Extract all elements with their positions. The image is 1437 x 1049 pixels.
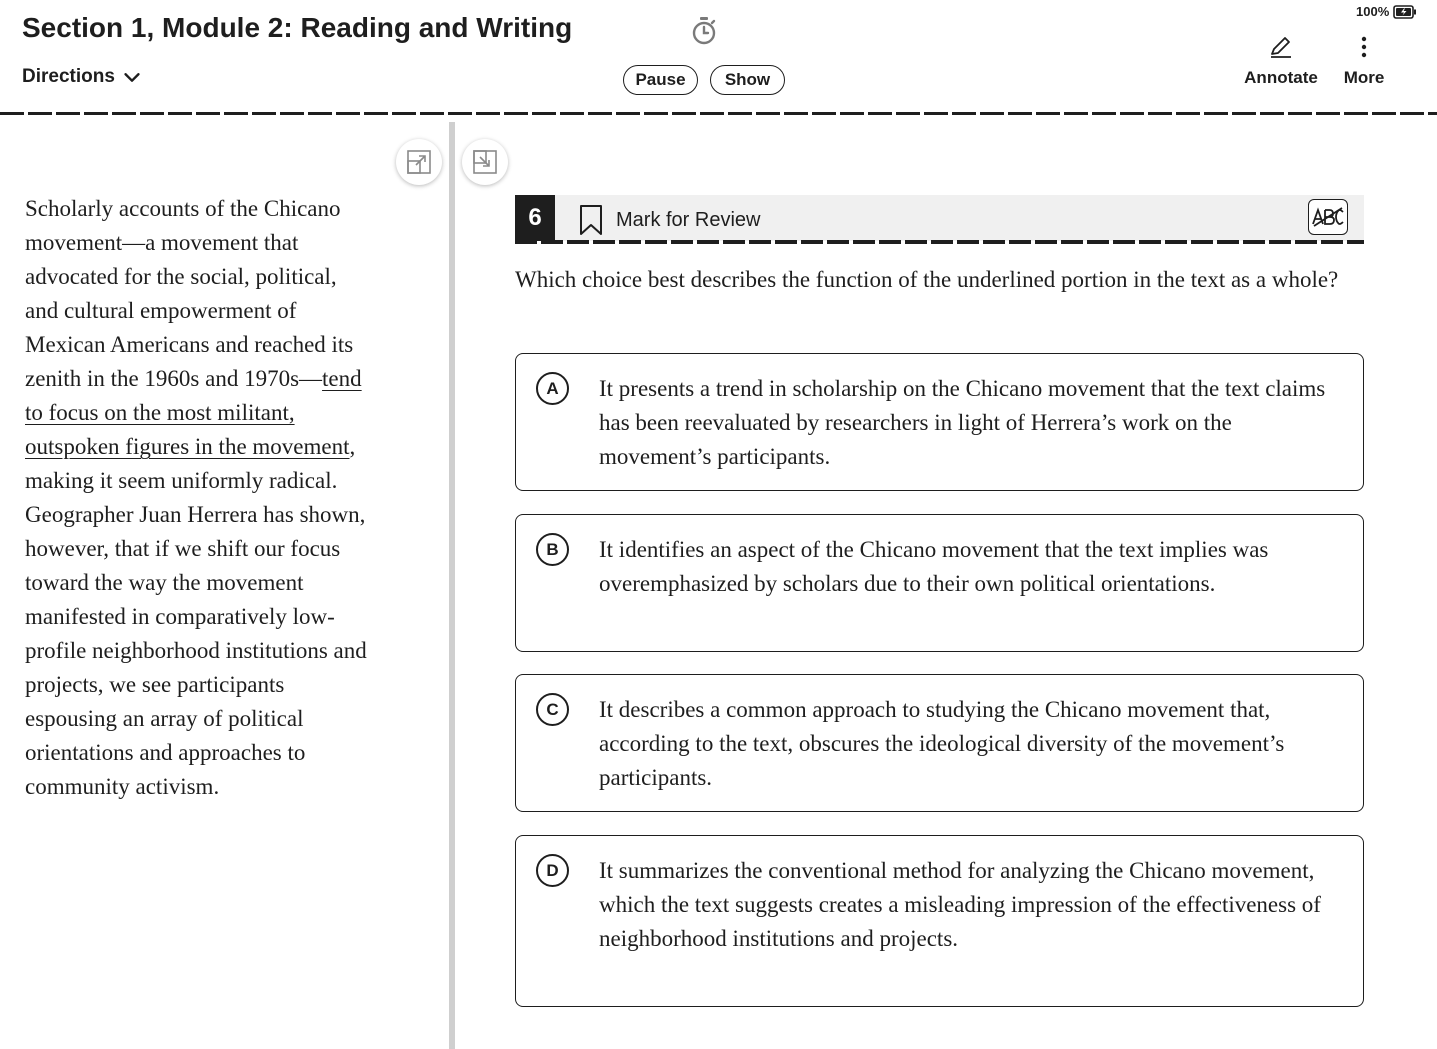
choice-text: It summarizes the conventional method for analyzing the Chicano movement, which the text suggests creates a misleading impression of the effectiveness of neighborhood institutions and projects. xyxy=(599,858,1321,951)
answer-choice-d[interactable] xyxy=(515,835,1364,1007)
question-header-divider xyxy=(515,240,1364,244)
collapse-icon xyxy=(472,149,498,175)
annotate-label: Annotate xyxy=(1244,68,1318,87)
choice-text: It describes a common approach to studying the Chicano movement that, according to the text, obscures the ideological diversity of the movement’s participants. xyxy=(599,697,1285,790)
battery-status xyxy=(1356,4,1417,19)
expand-icon xyxy=(406,149,432,175)
question-prompt: Which choice best describes the function of the underlined portion in the text as a whole? xyxy=(515,267,1339,292)
vertical-dots-icon xyxy=(1351,34,1377,60)
choice-text: It presents a trend in scholarship on the Chicano movement that the text claims has been reevaluated by researchers in light of Herrera’s work on the movement’s participants. xyxy=(599,376,1326,469)
more-menu-button[interactable] xyxy=(1330,34,1398,88)
choice-letter-badge: B xyxy=(536,533,569,566)
question-header-bar xyxy=(515,195,1364,241)
passage-text-after: , making it seem uniformly radical. Geographer Juan Herrera has shown, however, that if we shift our focus toward the way the movement manifested in comparatively low-profile neighborhood institutions and projects, we see participants espousing an array of political orientations and approaches to community activism. xyxy=(25,434,367,799)
section-title: Section 1, Module 2: Reading and Writing xyxy=(22,12,573,43)
annotate-button[interactable] xyxy=(1236,34,1326,88)
battery-percent: 100% xyxy=(1356,4,1390,19)
answer-choice-b[interactable] xyxy=(515,514,1364,652)
mark-for-review-label: Mark for Review xyxy=(616,208,761,231)
reading-passage xyxy=(25,192,370,804)
answer-choice-c[interactable] xyxy=(515,674,1364,812)
chevron-down-icon xyxy=(121,66,143,88)
directions-toggle[interactable] xyxy=(22,66,143,88)
more-label: More xyxy=(1343,68,1385,87)
pencil-icon xyxy=(1268,34,1294,60)
passage-text-before: Scholarly accounts of the Chicano movement—a movement that advocated for the social, political, and cultural empowerment of Mexican Americans and reached its zenith in the 1960s and 1970s— xyxy=(25,196,354,391)
choice-letter-badge: D xyxy=(536,854,569,887)
mark-for-review-button[interactable] xyxy=(578,204,760,236)
pane-divider[interactable] xyxy=(449,122,455,1049)
choice-letter-badge: A xyxy=(536,372,569,405)
header-divider xyxy=(0,112,1437,115)
pause-timer-button[interactable]: Pause xyxy=(623,65,698,95)
expand-passage-button[interactable] xyxy=(396,139,442,185)
answer-choice-a[interactable] xyxy=(515,353,1364,491)
question-number: 6 xyxy=(515,195,555,241)
expand-question-button[interactable] xyxy=(462,139,508,185)
directions-label: Directions xyxy=(22,66,115,87)
test-header xyxy=(0,0,1437,118)
bookmark-icon xyxy=(578,204,604,236)
show-timer-button[interactable]: Show xyxy=(710,65,785,95)
battery-charging-icon xyxy=(1393,5,1417,19)
stopwatch-icon xyxy=(689,15,719,47)
abc-strikethrough-icon xyxy=(1311,206,1345,228)
answer-eliminator-button[interactable] xyxy=(1308,199,1348,235)
choice-text: It identifies an aspect of the Chicano movement that the text implies was overemphasized by scholars due to their own political orientations. xyxy=(599,537,1269,596)
choice-letter-badge: C xyxy=(536,693,569,726)
passage-underlined-text: tend to focus on the most militant, outspoken figures in the movement xyxy=(25,366,362,459)
